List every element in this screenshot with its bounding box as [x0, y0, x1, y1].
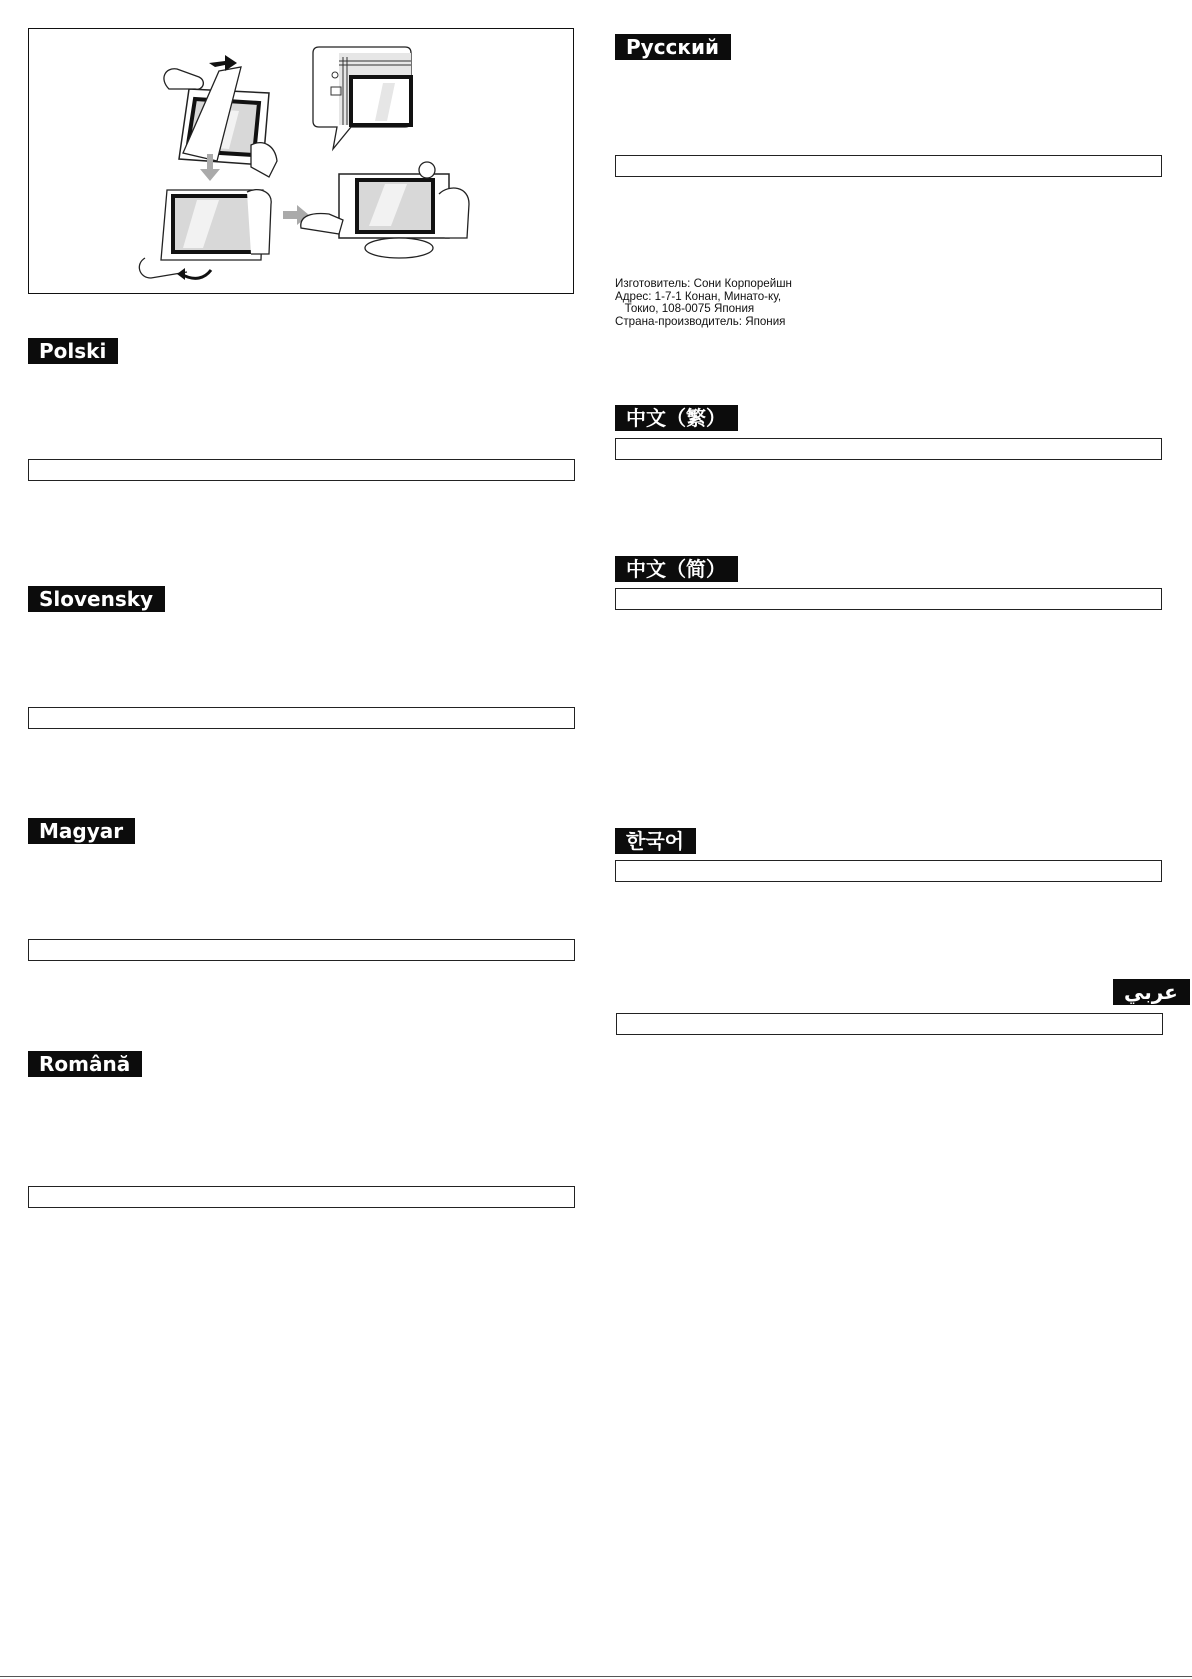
section-heading-romana: Română [28, 1051, 142, 1077]
illustration-frame [28, 28, 574, 294]
notice-box-romana [28, 1186, 575, 1208]
section-heading-arabic: عربي [1113, 979, 1190, 1005]
manufacturer-line-3: Токио, 108-0075 Япония [624, 302, 755, 316]
manufacturer-line-2: Адрес: 1-7-1 Конан, Минато-ку, [615, 289, 782, 303]
manufacturer-line-4: Страна-производитель: Япония [615, 314, 786, 328]
notice-box-magyar [28, 939, 575, 961]
notice-box-chinese-simplified [615, 588, 1162, 610]
step-camera-applied [301, 162, 469, 258]
section-heading-chinese-simplified: 中文（简） [615, 556, 738, 582]
notice-box-korean [615, 860, 1162, 882]
section-heading-magyar: Magyar [28, 818, 135, 844]
screen-protector-illustration [29, 29, 572, 292]
page-bottom-rule [0, 1676, 1192, 1677]
notice-box-polski [28, 459, 575, 481]
notice-box-chinese-traditional [615, 438, 1162, 460]
manufacturer-info [615, 278, 792, 328]
section-heading-russian: Русский [615, 34, 731, 60]
section-heading-slovensky: Slovensky [28, 586, 165, 612]
notice-box-slovensky [28, 707, 575, 729]
step-peel-film [164, 55, 277, 177]
section-heading-polski: Polski [28, 338, 118, 364]
notice-box-russian [615, 155, 1162, 177]
section-heading-korean: 한국어 [615, 828, 696, 854]
section-heading-chinese-traditional: 中文（繁） [615, 405, 738, 431]
notice-box-arabic [616, 1013, 1163, 1035]
callout-detail [313, 47, 411, 149]
step-apply-film [139, 190, 271, 280]
manufacturer-line-1: Изготовитель: Сони Корпорейшн [615, 277, 792, 290]
